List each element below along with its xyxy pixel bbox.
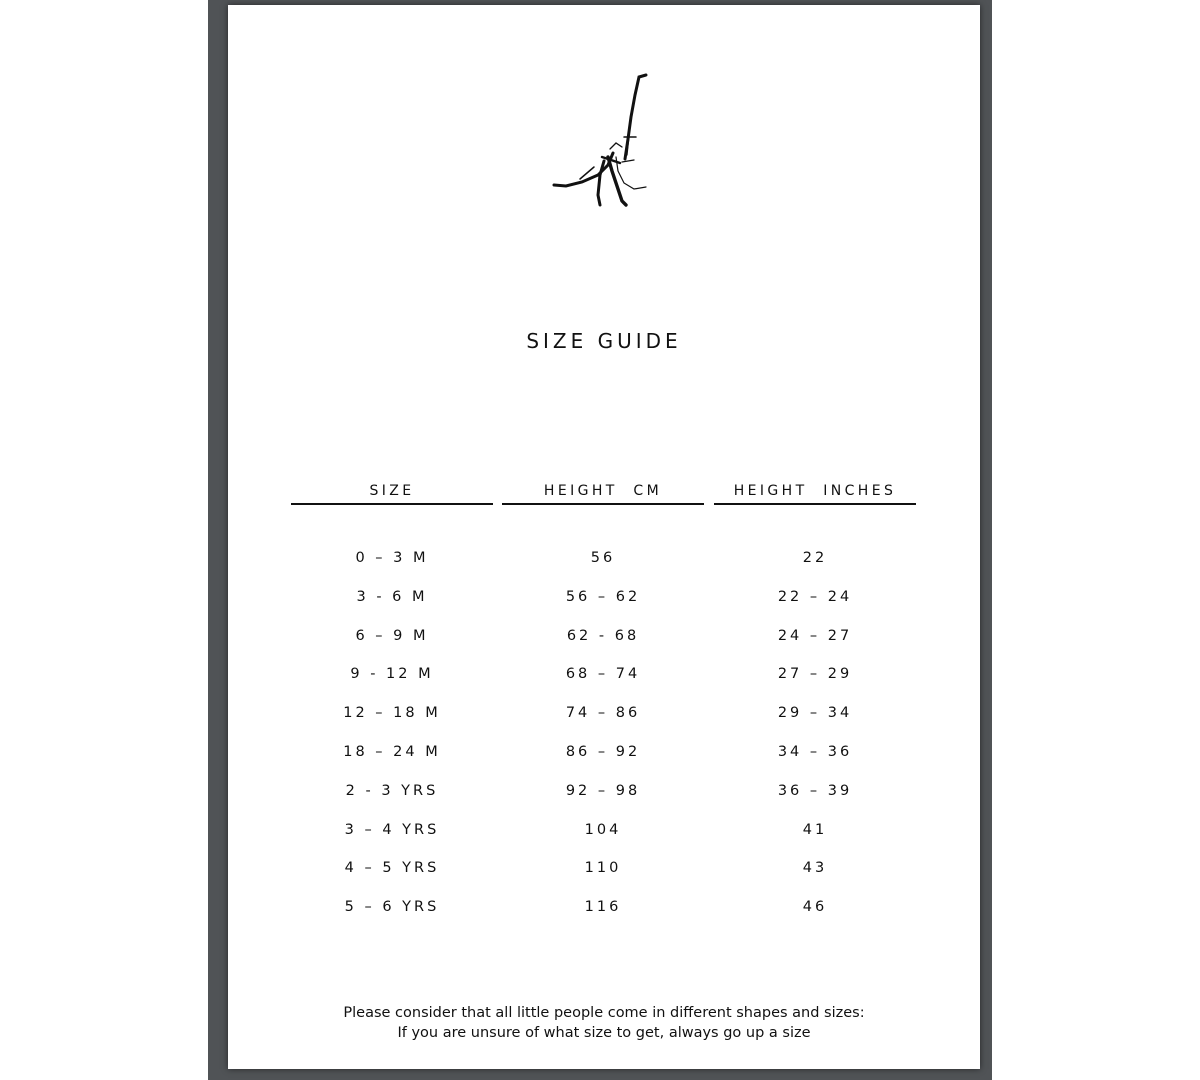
brand-logo-icon xyxy=(550,67,660,212)
sizing-note-line-1: Please consider that all little people come in different shapes and sizes: xyxy=(343,1005,865,1021)
size-cell: 3 - 6 M xyxy=(356,588,428,605)
document-page xyxy=(228,5,980,1069)
height-inches-cell: 34 – 36 xyxy=(777,743,853,760)
size-column xyxy=(291,475,493,937)
height-cm-cell: 68 – 74 xyxy=(565,666,641,683)
height-cm-cell: 110 xyxy=(584,860,622,877)
size-cell: 6 – 9 M xyxy=(355,627,429,644)
sizing-note-line-2: If you are unsure of what size to get, always go up a size xyxy=(397,1025,811,1041)
height-inches-cell: 27 – 29 xyxy=(777,666,853,683)
size-cell: 18 – 24 M xyxy=(343,743,441,760)
height-inches-cell: 41 xyxy=(802,821,828,838)
height-cm-cell: 74 – 86 xyxy=(565,705,641,722)
size-cell: 2 - 3 YRS xyxy=(345,782,439,799)
height-cm-column xyxy=(502,475,704,937)
size-column-header: SIZE xyxy=(291,475,493,505)
height-cm-cell: 56 xyxy=(590,550,616,566)
height-inches-cell: 36 – 39 xyxy=(777,782,853,799)
height-inches-cell: 46 xyxy=(802,899,828,916)
height-inches-column xyxy=(714,475,916,937)
height-cm-cell: 116 xyxy=(584,899,622,916)
size-cell: 12 – 18 M xyxy=(343,705,441,722)
height-inches-column-header: HEIGHT INCHES xyxy=(714,475,916,505)
height-cm-column-header: HEIGHT CM xyxy=(502,475,704,505)
height-cm-cell: 104 xyxy=(584,821,622,838)
sizing-note xyxy=(228,1003,980,1043)
height-cm-cell: 92 – 98 xyxy=(565,782,641,799)
height-cm-cell: 62 - 68 xyxy=(566,627,640,644)
size-cell: 3 – 4 YRS xyxy=(344,821,440,838)
page-title: SIZE GUIDE xyxy=(526,329,682,353)
size-cell: 5 – 6 YRS xyxy=(344,899,440,916)
height-inches-cell: 24 – 27 xyxy=(777,627,853,644)
size-cell: 4 – 5 YRS xyxy=(344,860,440,877)
height-inches-cell: 22 xyxy=(802,550,828,566)
size-cell: 0 – 3 M xyxy=(355,550,429,566)
height-inches-cell: 43 xyxy=(802,860,828,877)
height-inches-cell: 29 – 34 xyxy=(777,705,853,722)
height-inches-cell: 22 – 24 xyxy=(777,588,853,605)
height-cm-cell: 56 – 62 xyxy=(565,588,641,605)
size-cell: 9 - 12 M xyxy=(350,666,434,683)
height-cm-cell: 86 – 92 xyxy=(565,743,641,760)
